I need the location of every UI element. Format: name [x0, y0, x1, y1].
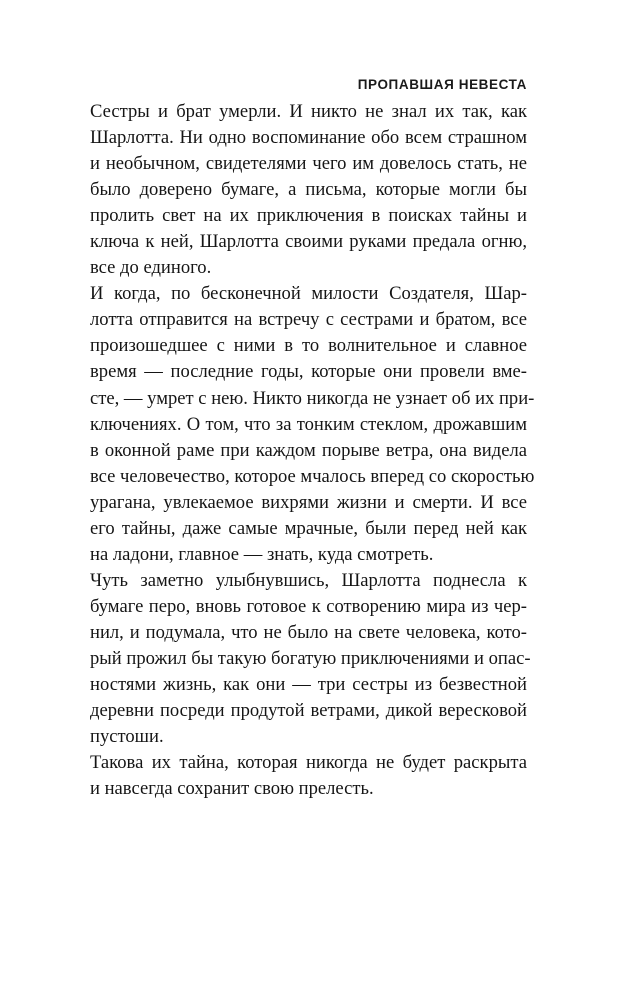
- body-text: [90, 99, 535, 802]
- text-line: Шарлотта. Ни одно воспоминание обо всем страшном: [90, 127, 527, 149]
- paragraph-3: [90, 568, 531, 750]
- paragraph-4: [90, 750, 527, 802]
- text-line: на ладони, главное — знать, куда смотреть.: [90, 543, 434, 565]
- text-line: Такова их тайна, которая никогда не будет раскрыта: [90, 752, 527, 774]
- text-line: сте, — умрет с нею. Никто никогда не узнает об их при-: [90, 387, 535, 409]
- text-line: нил, и подумала, что не было на свете человека, кото-: [90, 621, 527, 643]
- text-line: урагана, увлекаемое вихрями жизни и смерти. И все: [90, 491, 527, 513]
- text-line: лотта отправится на встречу с сестрами и братом, все: [90, 309, 527, 331]
- text-line: бумаге перо, вновь готовое к сотворению мира из чер-: [90, 595, 527, 617]
- text-line: произошедшее с ними в то волнительное и славное: [90, 335, 527, 357]
- text-line: ностями жизнь, как они — три сестры из безвестной: [90, 674, 527, 696]
- text-line: все человечество, которое мчалось вперед со скоростью: [90, 465, 535, 487]
- text-line: и необычном, свидетелями чего им довелось стать, не: [90, 153, 527, 175]
- text-line: деревни посреди продутой ветрами, дикой вересковой: [90, 700, 527, 722]
- paragraph-1: [90, 99, 527, 281]
- text-line: в оконной раме при каждом порыве ветра, она видела: [90, 439, 527, 461]
- text-line: все до единого.: [90, 257, 212, 279]
- text-line: Чуть заметно улыбнувшись, Шарлотта поднесла к: [90, 569, 527, 591]
- text-line: время — последние годы, которые они провели вме-: [90, 361, 527, 383]
- text-line: И когда, по бесконечной милости Создателя, Шар-: [90, 283, 527, 305]
- running-head: ПРОПАВШАЯ НЕВЕСТА: [357, 77, 527, 92]
- text-line: и навсегда сохранит свою прелесть.: [90, 778, 374, 800]
- paragraph-2: [90, 281, 535, 568]
- text-line: его тайны, даже самые мрачные, были перед ней как: [90, 517, 527, 539]
- text-line: пролить свет на их приключения в поисках тайны и: [90, 205, 527, 227]
- text-line: пустоши.: [90, 726, 164, 748]
- text-line: ключениях. О том, что за тонким стеклом, дрожавшим: [90, 413, 527, 435]
- text-line: рый прожил бы такую богатую приключениями и опас-: [90, 647, 531, 669]
- text-line: было доверено бумаге, а письма, которые могли бы: [90, 179, 527, 201]
- text-line: ключа к ней, Шарлотта своими руками предала огню,: [90, 231, 527, 253]
- text-line: Сестры и брат умерли. И никто не знал их так, как: [90, 101, 527, 122]
